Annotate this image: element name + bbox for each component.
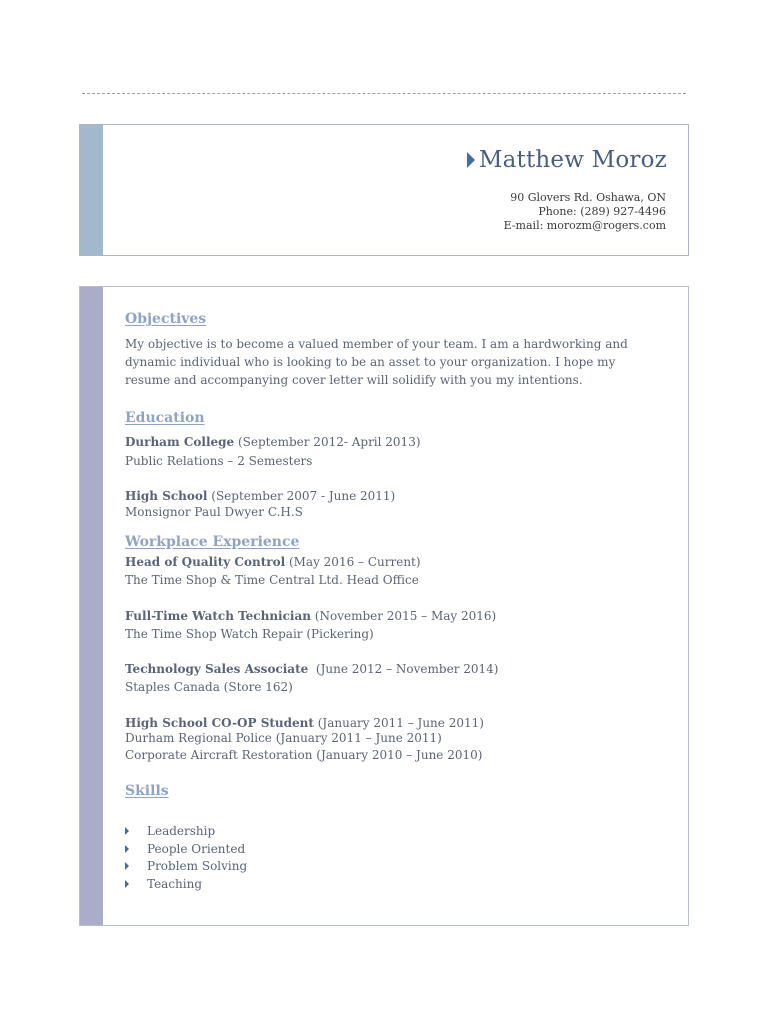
education-entry-title — [125, 433, 421, 451]
header-accent-bar — [80, 125, 103, 255]
skill-label: Teaching — [147, 876, 203, 891]
contact-phone: Phone: (289) 927-4496 — [538, 205, 666, 218]
experience-job-title: High School CO-OP Student — [125, 716, 314, 730]
education-detail: Monsignor Paul Dwyer C.H.S — [125, 505, 303, 519]
experience-entry-title — [125, 607, 496, 625]
contact-email: E-mail: morozm@rogers.com — [503, 219, 666, 232]
skill-item — [125, 857, 247, 875]
skills-list — [125, 822, 247, 893]
skill-label: Problem Solving — [147, 859, 248, 874]
experience-dates: (November 2015 – May 2016) — [310, 609, 497, 623]
education-dates: (September 2007 - June 2011) — [207, 489, 396, 503]
experience-detail: Staples Canada (Store 162) — [125, 680, 293, 694]
bullet-arrow-icon — [125, 827, 129, 835]
experience-dates: (May 2016 – Current) — [285, 555, 421, 569]
body-accent-bar — [80, 287, 103, 925]
objectives-line-1: My objective is to become a valued member of your team. I am a hardworking and — [125, 337, 628, 351]
experience-job-title: Head of Quality Control — [125, 555, 286, 569]
bullet-arrow-icon — [125, 880, 129, 888]
objectives-heading: Objectives — [125, 311, 207, 327]
contact-address: 90 Glovers Rd. Oshawa, ON — [510, 191, 666, 204]
name-row — [467, 147, 667, 173]
triangle-right-icon — [467, 152, 475, 168]
objectives-line-3: resume and accompanying cover letter will solidify with you my intentions. — [125, 373, 583, 387]
education-dates: (September 2012- April 2013) — [234, 435, 421, 449]
education-detail: Public Relations – 2 Semesters — [125, 454, 313, 468]
experience-heading: Workplace Experience — [125, 534, 300, 550]
experience-dates: (January 2011 – June 2011) — [313, 716, 484, 730]
experience-job-title: Full-Time Watch Technician — [125, 609, 311, 623]
experience-dates: (June 2012 – November 2014) — [308, 662, 499, 676]
experience-detail: The Time Shop & Time Central Ltd. Head Office — [125, 573, 419, 587]
skill-label: Leadership — [147, 823, 216, 838]
candidate-name: Matthew Moroz — [478, 147, 667, 173]
skill-item — [125, 840, 247, 858]
experience-detail: The Time Shop Watch Repair (Pickering) — [125, 627, 374, 641]
skill-item — [125, 875, 247, 893]
experience-detail: Durham Regional Police (January 2011 – June 2011) — [125, 731, 442, 745]
education-school-name: Durham College — [125, 435, 235, 449]
contact-block — [504, 191, 666, 233]
experience-detail: Corporate Aircraft Restoration (January 2010 – June 2010) — [125, 748, 483, 762]
bullet-arrow-icon — [125, 862, 129, 870]
resume-body — [79, 286, 689, 926]
experience-entry-title — [125, 660, 498, 678]
top-dashed-rule — [82, 93, 686, 94]
skill-item — [125, 822, 247, 840]
experience-job-title: Technology Sales Associate — [125, 662, 309, 676]
objectives-line-2: dynamic individual who is looking to be an asset to your organization. I hope my — [125, 355, 616, 369]
skill-label: People Oriented — [147, 841, 246, 856]
education-school-name: High School — [125, 489, 208, 503]
bullet-arrow-icon — [125, 845, 129, 853]
education-heading: Education — [125, 410, 205, 426]
header-box — [79, 124, 689, 256]
experience-entry-title — [125, 553, 421, 571]
skills-heading: Skills — [125, 783, 169, 799]
